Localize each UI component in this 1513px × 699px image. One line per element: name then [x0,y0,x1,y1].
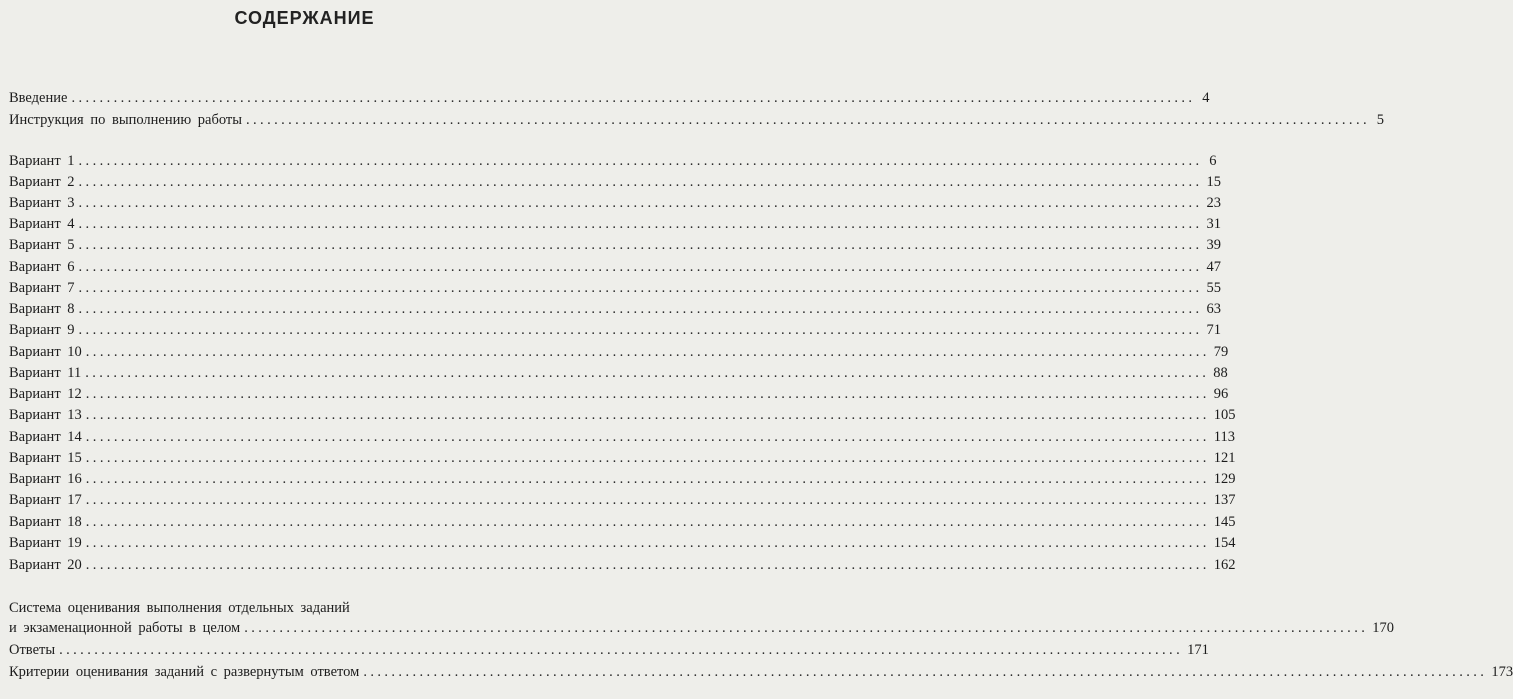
toc-entry-page: 171 [1187,642,1209,658]
toc-entry-page: 162 [1213,557,1236,573]
toc-entry-page: 39 [1206,237,1222,253]
dot-leader: ................................................................................................................................................................ [78,280,1203,296]
toc-entry-label: Вариант 11 [9,365,82,381]
dot-leader: ................................................................................................................................................................ [78,259,1203,275]
toc-entry-label: Критерии оценивания заданий с развернутым ответом [9,664,360,680]
toc-entry-page: 96 [1213,386,1229,402]
toc-entry-label: Инструкция по выполнению работы [9,112,242,128]
toc-entry-page: 145 [1213,514,1236,530]
toc-entry-page: 88 [1213,365,1228,381]
toc-entry-page: 79 [1213,344,1229,360]
dot-leader: ................................................................................................................................................................ [85,450,1210,466]
toc-entry-variant [9,193,1222,213]
toc-entry-label: Вариант 7 [9,280,75,296]
toc-entry-variant [9,448,1236,468]
toc-entry-variant [9,512,1236,532]
toc-entry-label: Вариант 1 [9,153,75,169]
toc-entry-page: 154 [1213,535,1236,551]
toc-entry-variant [9,299,1222,319]
toc-entry-system [9,618,1394,638]
toc-entry-introduction [9,88,1210,108]
toc-entry-answers [9,640,1209,660]
toc-entry-instructions [9,110,1384,130]
toc-entry-variant [9,405,1236,425]
toc-entry-label: Вариант 3 [9,195,75,211]
toc-entry-page: 4 [1202,90,1210,106]
toc-entry-variant [9,320,1222,340]
toc-entry-label: Введение [9,90,68,106]
dot-leader: ................................................................................................................................................................ [78,216,1203,232]
toc-entry-page: 129 [1213,471,1236,487]
toc-entry-page: 63 [1206,301,1222,317]
toc-entry-variant [9,172,1222,192]
toc-entry-page: 47 [1206,259,1222,275]
dot-leader: ................................................................................................................................................................ [78,153,1203,169]
toc-entry-variant [9,235,1222,255]
dot-leader: ................................................................................................................................................................ [244,620,1369,636]
toc-entry-page: 31 [1206,216,1222,232]
dot-leader: ................................................................................................................................................................ [78,301,1203,317]
toc-entry-label: и экзаменационной работы в целом [9,620,241,636]
toc-entry-system-line1: Система оценивания выполнения отдельных заданий [9,600,350,616]
toc-entry-variant [9,490,1236,510]
toc-entry-page: 121 [1213,450,1236,466]
toc-entry-label: Ответы [9,642,56,658]
toc-entry-label: Вариант 19 [9,535,82,551]
dot-leader: ................................................................................................................................................................ [85,365,1210,381]
toc-entry-page: 23 [1206,195,1222,211]
toc-entry-variant [9,533,1236,553]
toc-entry-label: Вариант 12 [9,386,82,402]
dot-leader: ................................................................................................................................................................ [85,514,1210,530]
toc-entry-label: Вариант 20 [9,557,82,573]
dot-leader: ................................................................................................................................................................ [85,492,1210,508]
toc-entry-variant [9,342,1229,362]
toc-entry-label: Вариант 17 [9,492,82,508]
dot-leader: ................................................................................................................................................................ [85,407,1210,423]
toc-entry-variant [9,257,1222,277]
dot-leader: ................................................................................................................................................................ [85,471,1210,487]
dot-leader: ................................................................................................................................................................ [85,344,1210,360]
toc-entry-label: Вариант 16 [9,471,82,487]
dot-leader: ................................................................................................................................................................ [59,642,1184,658]
toc-entry-variant [9,363,1228,383]
toc-entry-label: Вариант 4 [9,216,75,232]
toc-entry-page: 6 [1209,153,1217,169]
toc-entry-variant [9,384,1229,404]
dot-leader: ................................................................................................................................................................ [71,90,1196,106]
toc-entry-page: 113 [1213,429,1235,445]
toc-entry-variant [9,555,1236,575]
dot-leader: ................................................................................................................................................................ [85,557,1210,573]
dot-leader: ................................................................................................................................................................ [85,535,1210,551]
page-title: СОДЕРЖАНИЕ [234,8,375,28]
dot-leader: ................................................................................................................................................................ [246,112,1370,128]
toc-entry-label: Вариант 9 [9,322,75,338]
toc-entry-page: 173 [1491,664,1513,680]
toc-entry-variant [9,427,1235,447]
toc-entry-page: 55 [1206,280,1222,296]
dot-leader: ................................................................................................................................................................ [363,664,1488,680]
dot-leader: ................................................................................................................................................................ [85,386,1210,402]
toc-entry-label: Вариант 8 [9,301,75,317]
dot-leader: ................................................................................................................................................................ [78,195,1203,211]
toc-entry-label: Вариант 13 [9,407,82,423]
toc-entry-variant [9,469,1236,489]
toc-entry-page: 71 [1206,322,1222,338]
dot-leader: ................................................................................................................................................................ [85,429,1210,445]
toc-entry-label: Вариант 10 [9,344,82,360]
dot-leader: ................................................................................................................................................................ [78,174,1203,190]
toc-entry-label: Вариант 6 [9,259,75,275]
toc-entry-label: Вариант 15 [9,450,82,466]
toc-entry-page: 15 [1206,174,1222,190]
toc-entry-variant [9,214,1222,234]
toc-entry-page: 170 [1372,620,1394,636]
toc-entry-page: 105 [1213,407,1236,423]
toc-entry-criteria [9,662,1513,682]
toc-entry-page: 5 [1376,112,1384,128]
toc-entry-variant [9,151,1217,171]
toc-entry-label: Вариант 14 [9,429,82,445]
toc-entry-label: Вариант 2 [9,174,75,190]
toc-entry-label: Вариант 18 [9,514,82,530]
toc-entry-label: Вариант 5 [9,237,75,253]
dot-leader: ................................................................................................................................................................ [78,322,1203,338]
dot-leader: ................................................................................................................................................................ [78,237,1203,253]
toc-entry-page: 137 [1213,492,1236,508]
toc-entry-variant [9,278,1222,298]
